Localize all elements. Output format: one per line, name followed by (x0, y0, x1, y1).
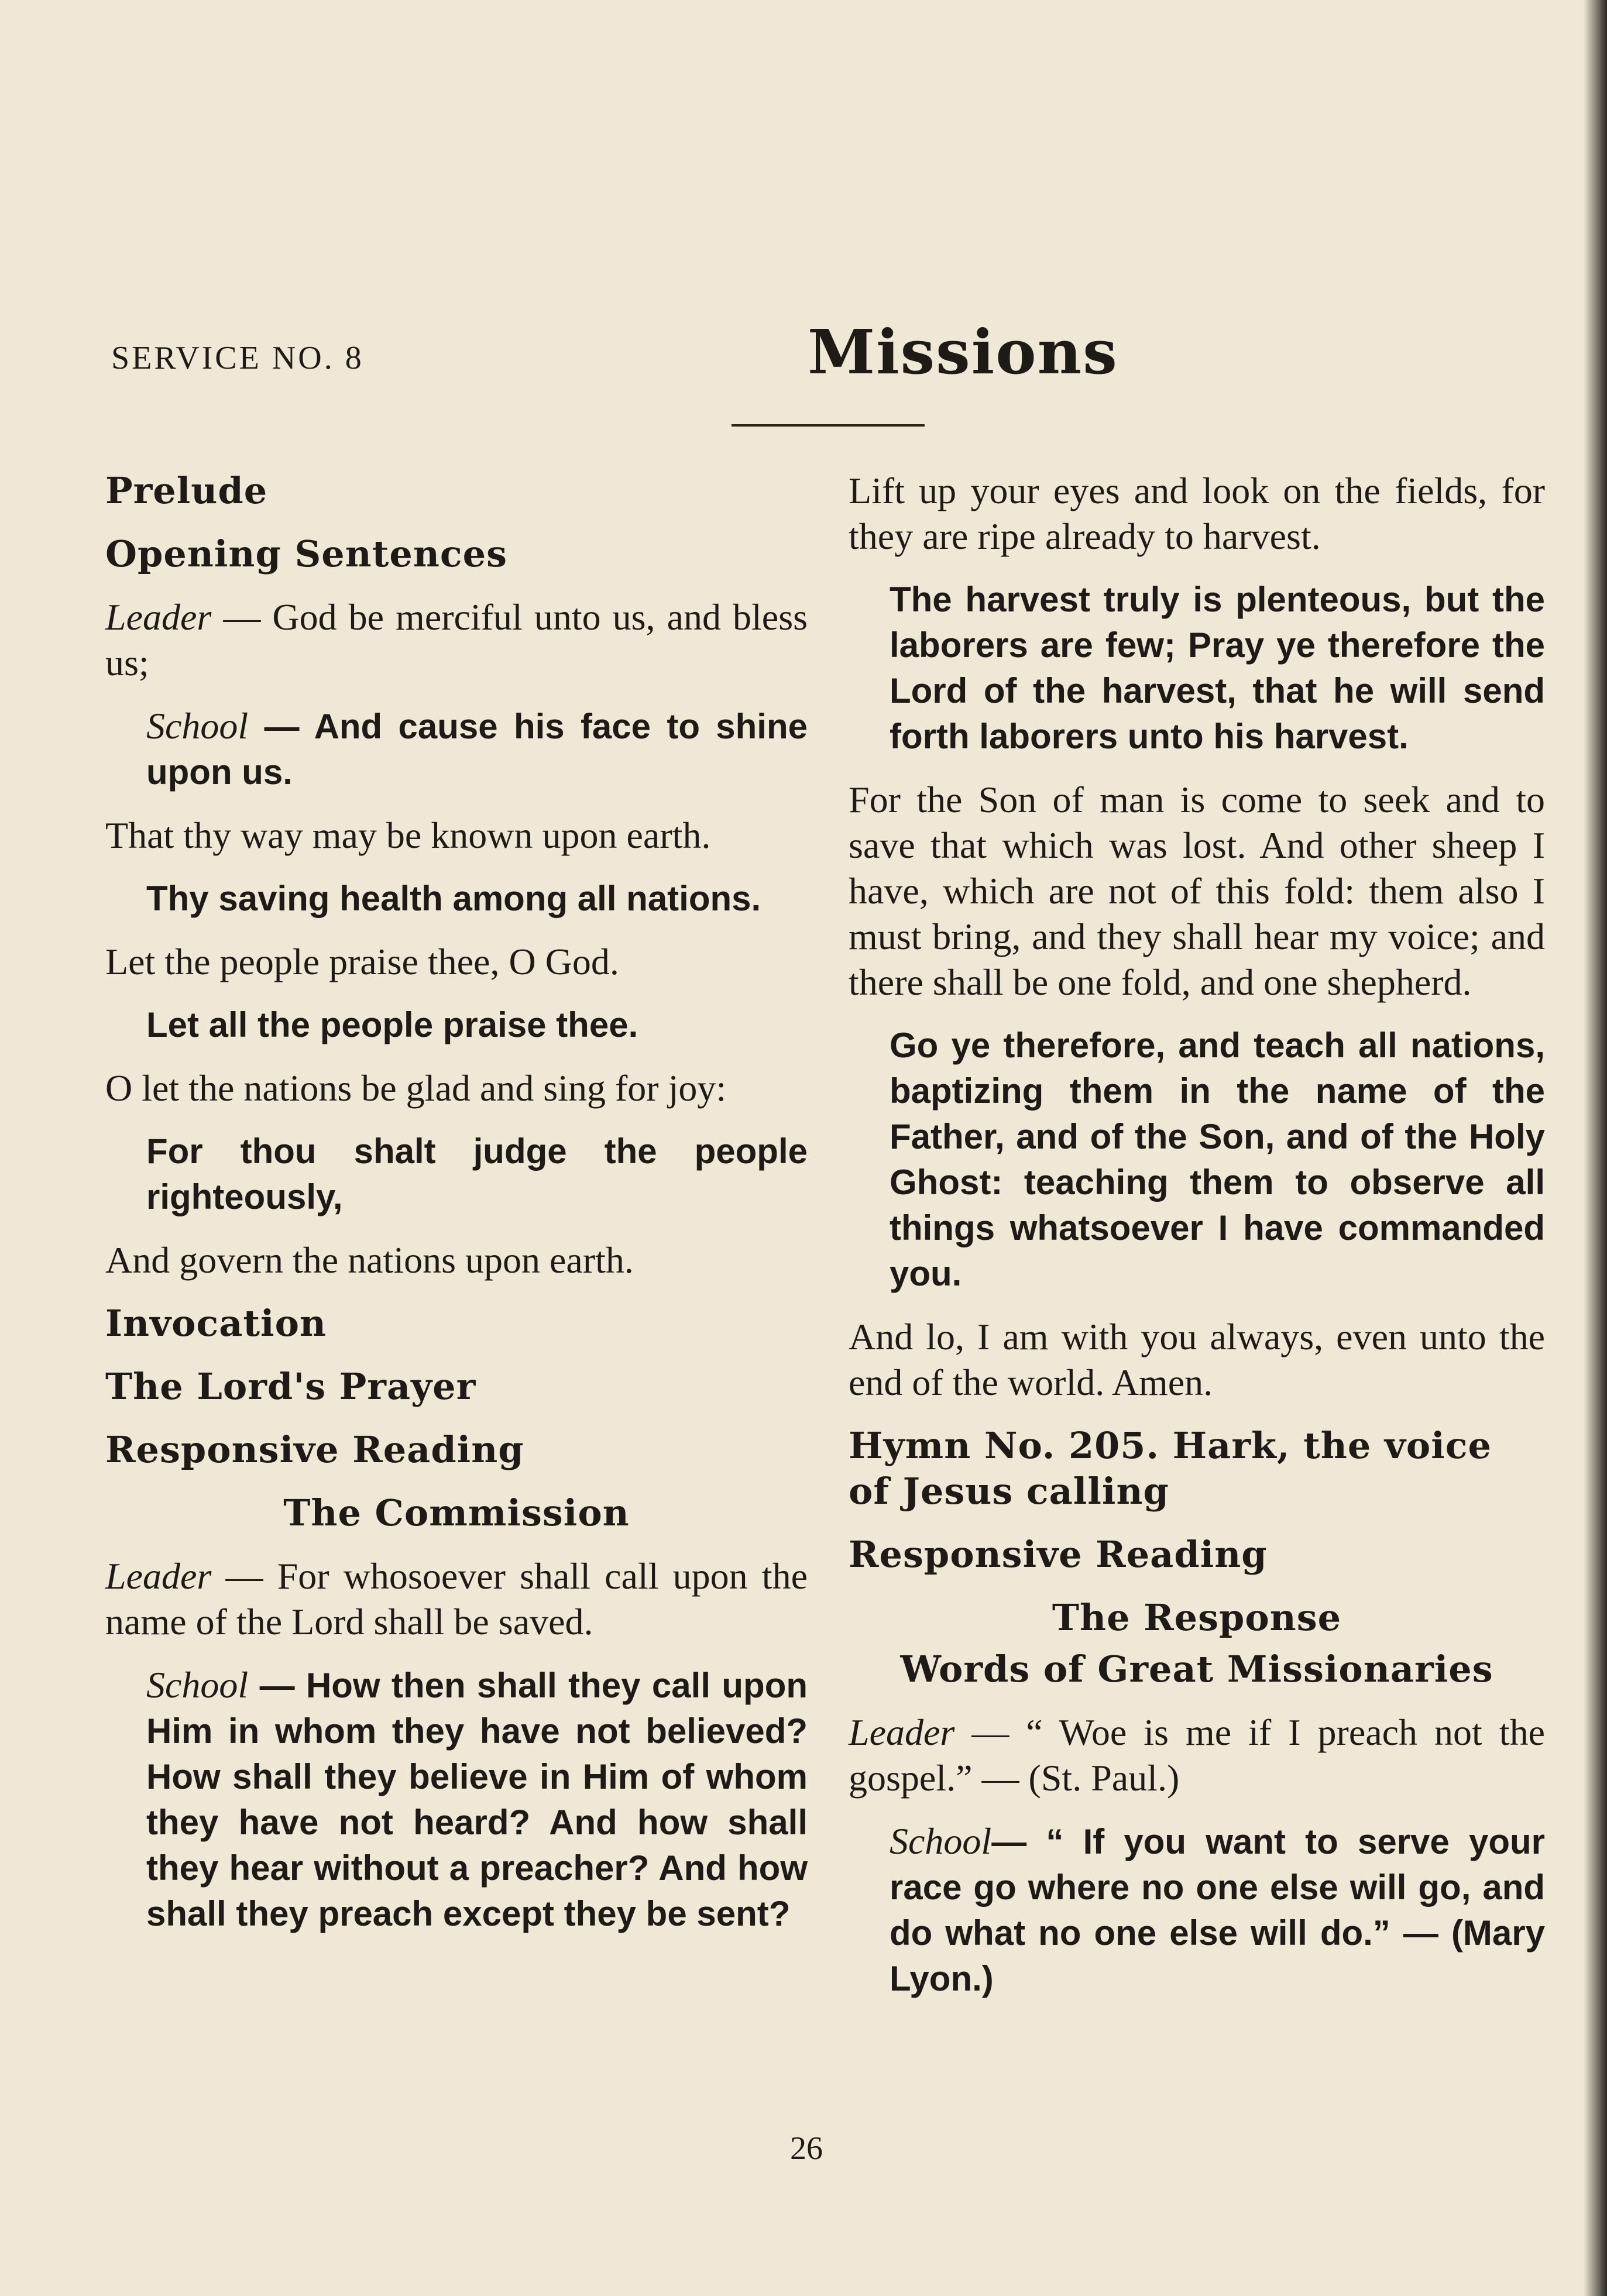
speaker-school: School (146, 705, 249, 747)
leader-line-3: Let the people praise thee, O God. (105, 941, 619, 982)
leader-line-7: Lift up your eyes and look on the fields, for they are ripe already to harvest. (849, 470, 1545, 557)
title-rule (732, 424, 925, 427)
school-line-6: The harvest truly is plenteous, but the laborers are few; Pray ye therefore the Lord of the harvest, that he will send forth laborers unto his harvest. (890, 580, 1545, 756)
leader-line-1 (105, 594, 808, 686)
heading-response: The Response (1052, 1596, 1342, 1639)
school-line-5 (105, 1662, 808, 1937)
leader-line-6 (105, 1553, 808, 1645)
school-line-8 (849, 1819, 1545, 2002)
school-text: — And cause his face to shine upon us. (146, 707, 808, 792)
leader-text: — “ Woe is me if I preach not the gospel.” — (St. Paul.) (849, 1711, 1546, 1799)
heading-commission: The Commission (283, 1491, 630, 1534)
leader-line-10 (849, 1710, 1545, 1801)
heading-opening-sentences: Opening Sentences (105, 532, 508, 575)
page-edge-shadow (1584, 0, 1607, 2296)
left-column (105, 468, 808, 1954)
school-text: — How then shall they call upon Him in whom they have not believed? How shall they believe in Him of whom they have not heard? And how shall they hear without a preacher? And how shall they preach except they be sent? (146, 1666, 808, 1933)
heading-hymn: Hymn No. 205. Hark, the voice of Jesus calling (849, 1424, 1492, 1513)
speaker-leader: Leader (849, 1711, 955, 1753)
right-column (849, 468, 1545, 2019)
school-line-2: Thy saving health among all nations. (146, 879, 761, 918)
heading-responsive-reading: Responsive Reading (105, 1428, 524, 1471)
school-line-3: Let all the people praise thee. (146, 1005, 638, 1044)
school-line-1 (105, 703, 808, 795)
heading-prelude: Prelude (105, 469, 268, 512)
page-title: Missions (808, 316, 1118, 388)
leader-text: — For whosoever shall call upon the name of the Lord shall be saved. (105, 1555, 808, 1642)
page-number: 26 (790, 2130, 823, 2167)
heading-invocation: Invocation (105, 1302, 327, 1345)
heading-responsive-reading-2: Responsive Reading (849, 1533, 1268, 1576)
speaker-school: School (146, 1664, 249, 1706)
school-text: — “ If you want to serve your race go where no one else will go, and do what no one else will do.” — (Mary Lyon.) (890, 1822, 1545, 1998)
speaker-leader: Leader (105, 596, 212, 638)
speaker-school: School (890, 1820, 992, 1862)
leader-line-5: And govern the nations upon earth. (105, 1239, 634, 1281)
school-line-4: For thou shalt judge the people righteously, (146, 1132, 808, 1216)
leader-line-4: O let the nations be glad and sing for joy: (105, 1067, 727, 1109)
page-header (105, 304, 1568, 421)
leader-text: — God be merciful unto us, and bless us; (105, 596, 808, 683)
leader-line-8: For the Son of man is come to seek and to save that which was lost. And other sheep I have, which are not of this fold: them also I must bring, and they shall hear my voice; and there shall be one fold, and one shepherd. (849, 779, 1545, 1003)
leader-line-9: And lo, I am with you always, even unto the end of the world. Amen. (849, 1316, 1545, 1403)
leader-line-2: That thy way may be known upon earth. (105, 814, 711, 856)
speaker-leader: Leader (105, 1555, 212, 1597)
service-number: SERVICE NO. 8 (111, 340, 364, 376)
heading-lords-prayer: The Lord's Prayer (105, 1365, 476, 1408)
school-line-7: Go ye therefore, and teach all nations, baptizing them in the name of the Father, and of the Son, and of the Holy Ghost: teaching them to observe all things whatsoever I have commanded you. (890, 1026, 1545, 1293)
heading-words-missionaries: Words of Great Missionaries (900, 1648, 1493, 1690)
